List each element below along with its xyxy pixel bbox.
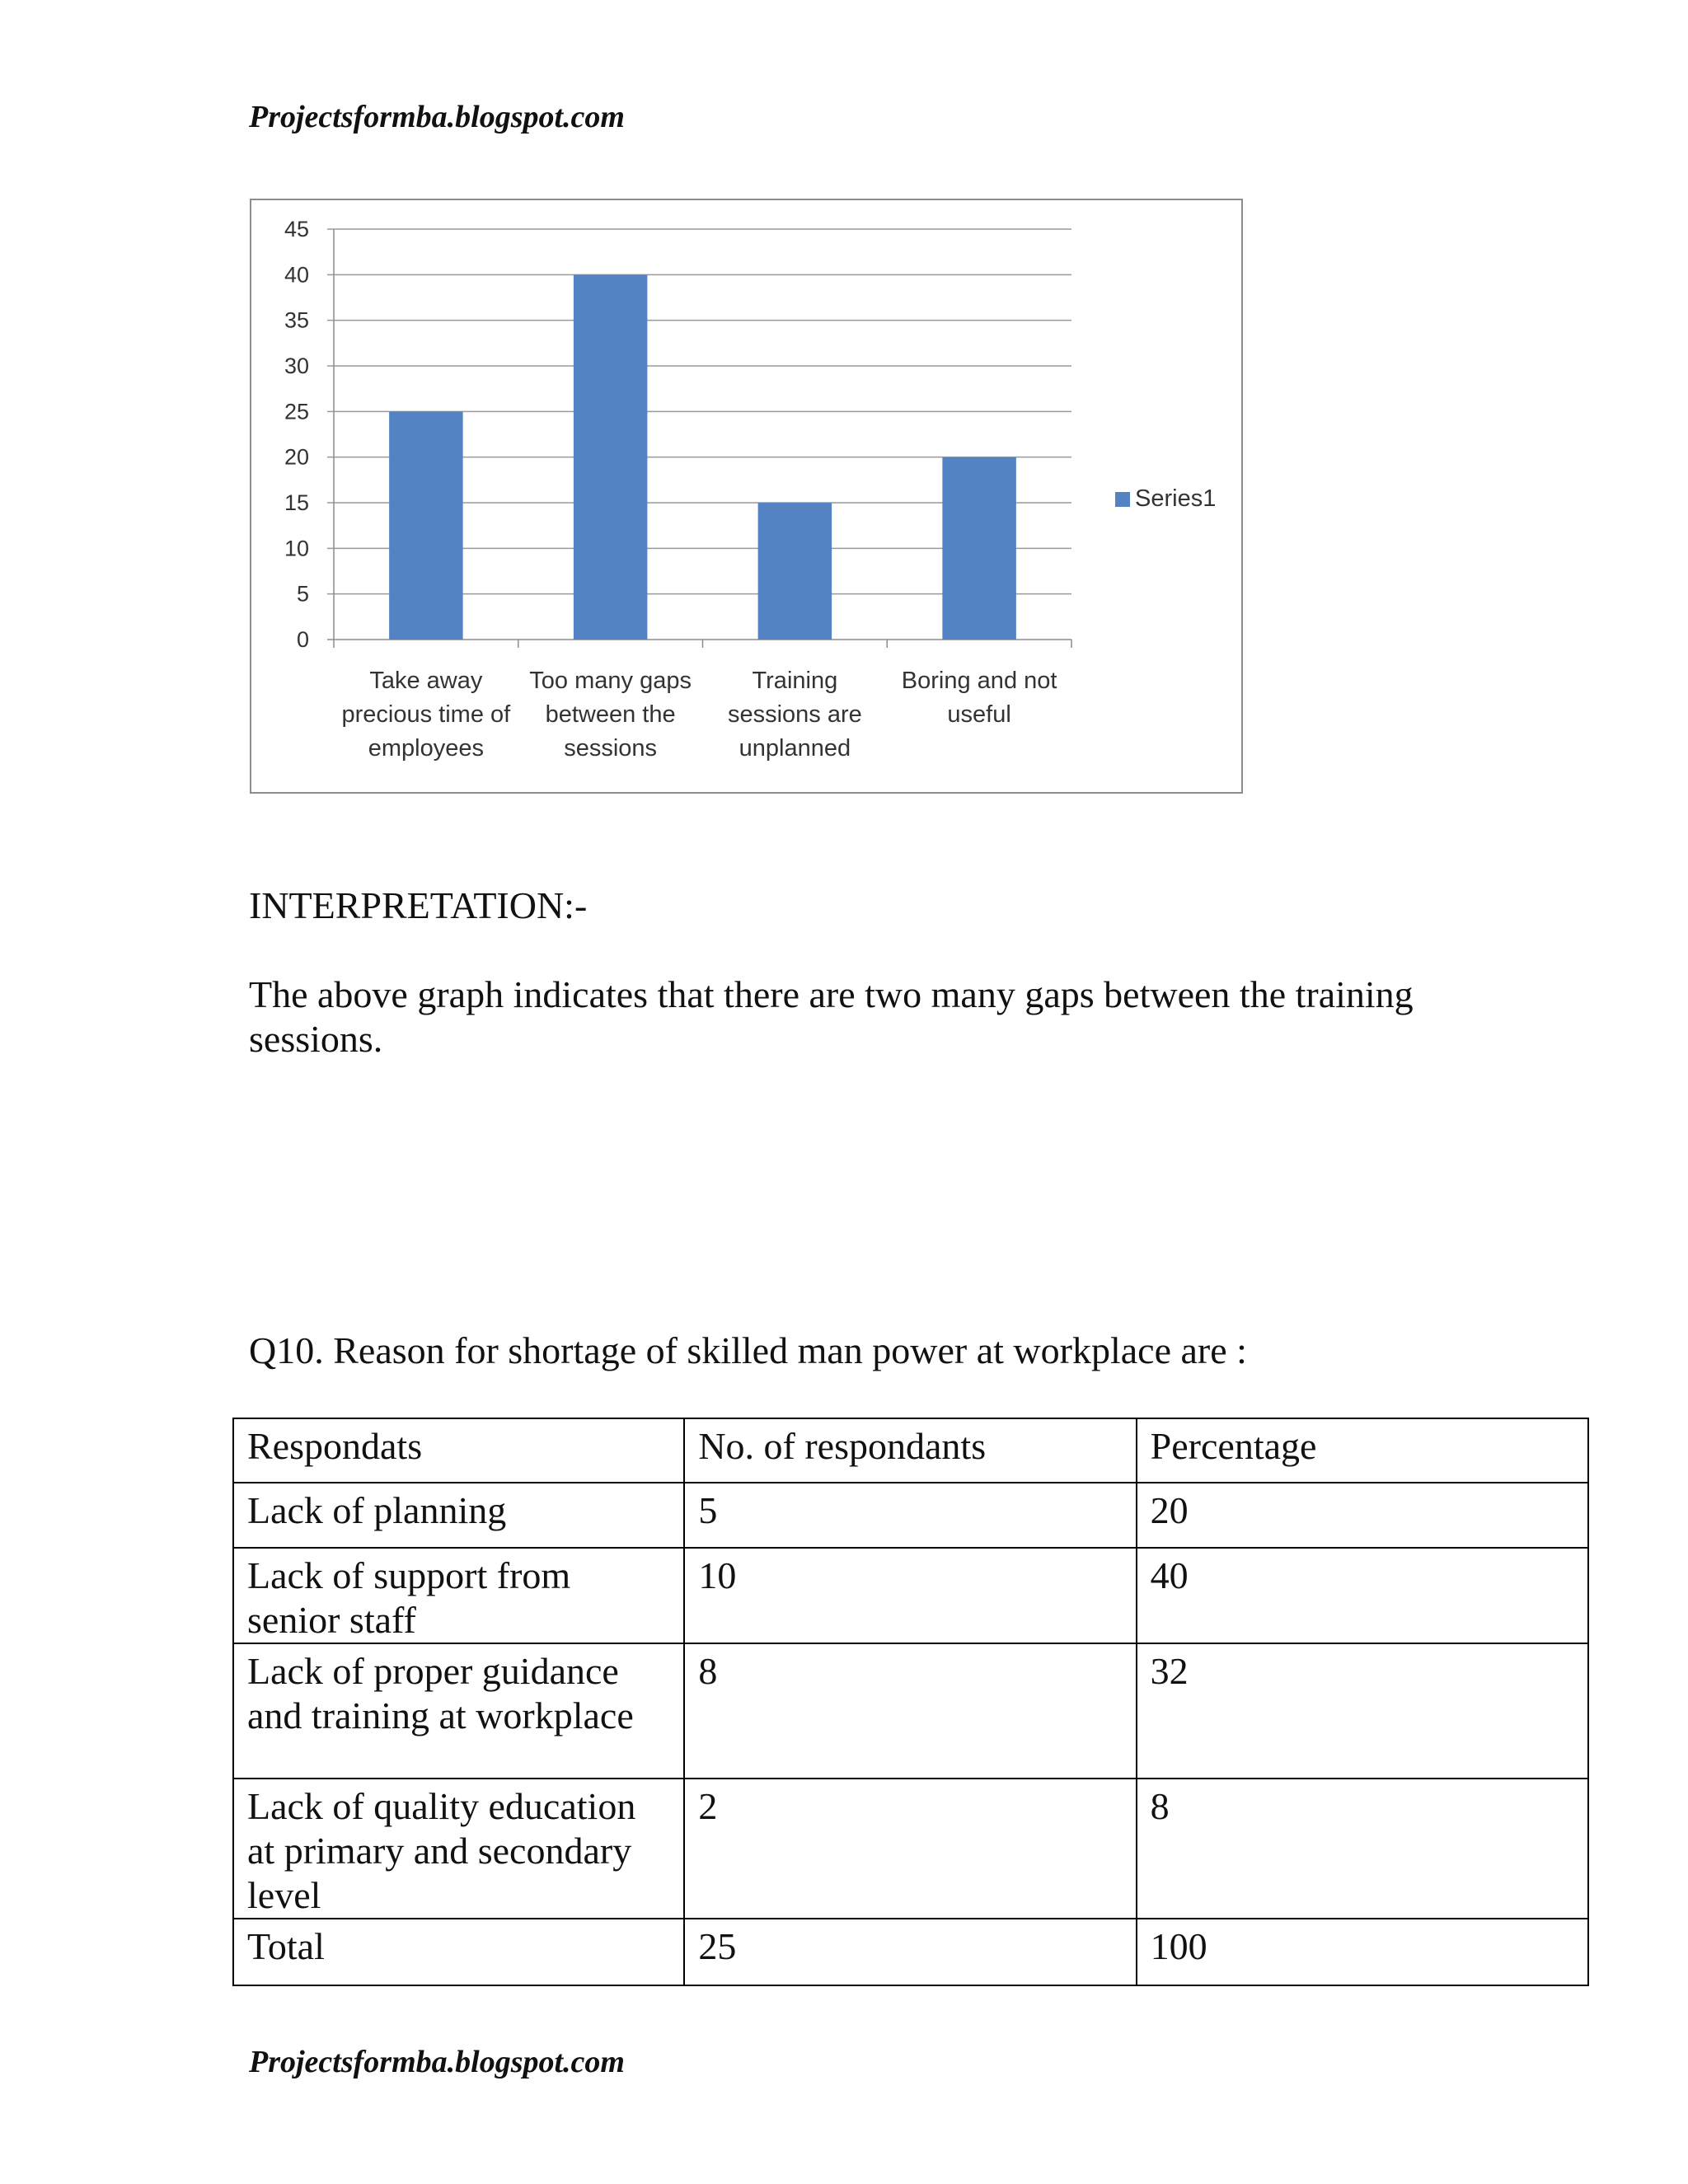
x-category-label: Training sessions are unplanned	[727, 668, 862, 762]
table-header-cell: No. of respondants	[684, 1418, 1136, 1483]
table-cell: Total	[233, 1919, 684, 1985]
table-header-row	[233, 1418, 1588, 1483]
bar	[942, 457, 1016, 640]
y-tick-label: 15	[284, 490, 309, 515]
footer-site-url: Projectsformba.blogspot.com	[249, 2045, 625, 2079]
table-cell: 40	[1137, 1548, 1588, 1643]
interpretation-heading: INTERPRETATION:-	[249, 884, 588, 926]
table-header-cell: Percentage	[1137, 1418, 1588, 1483]
header-site-url: Projectsformba.blogspot.com	[249, 100, 625, 134]
bar-chart	[250, 199, 1243, 794]
x-category-label: Boring and not useful	[901, 668, 1057, 728]
y-tick-label: 40	[284, 262, 309, 288]
question-title: Q10. Reason for shortage of skilled man power at workplace are :	[249, 1329, 1247, 1371]
table-row	[233, 1919, 1588, 1985]
table-cell: 20	[1137, 1483, 1588, 1548]
legend-label: Series1	[1135, 485, 1217, 512]
table-row	[233, 1779, 1588, 1919]
table-cell: 8	[1137, 1779, 1588, 1919]
table-cell: 2	[684, 1779, 1136, 1919]
y-tick-label: 20	[284, 444, 309, 470]
x-category-label: Take away precious time of employees	[341, 668, 511, 762]
y-tick-label: 25	[284, 399, 309, 424]
y-tick-label: 0	[296, 627, 309, 652]
x-category-label: Too many gaps between the sessions	[529, 668, 692, 762]
bar-chart-svg	[251, 200, 1241, 792]
table-cell: 8	[684, 1643, 1136, 1779]
bar	[758, 503, 832, 640]
table-cell: Lack of planning	[233, 1483, 684, 1548]
y-tick-label: 10	[284, 536, 309, 561]
table-row	[233, 1643, 1588, 1779]
legend-swatch	[1115, 492, 1130, 507]
table-row	[233, 1483, 1588, 1548]
y-tick-label: 30	[284, 354, 309, 378]
table-cell: 25	[684, 1919, 1136, 1985]
table-header-cell: Respondats	[233, 1418, 684, 1483]
table-cell: 10	[684, 1548, 1136, 1643]
table-cell: 32	[1137, 1643, 1588, 1779]
bar	[389, 411, 463, 640]
y-tick-label: 45	[284, 217, 309, 241]
table-cell: 5	[684, 1483, 1136, 1548]
table-cell: Lack of proper guidance and training at workplace	[233, 1643, 684, 1779]
table-cell: Lack of quality education at primary and secondary level	[233, 1779, 684, 1919]
y-tick-label: 35	[284, 307, 309, 333]
table-cell: 100	[1137, 1919, 1588, 1985]
respondents-table	[232, 1418, 1589, 1986]
interpretation-text: The above graph indicates that there are two many gaps between the training sessions.	[249, 973, 1414, 1060]
table-row	[233, 1548, 1588, 1643]
y-tick-label: 5	[296, 581, 309, 607]
table-cell: Lack of support from senior staff	[233, 1548, 684, 1643]
bar	[574, 274, 648, 640]
